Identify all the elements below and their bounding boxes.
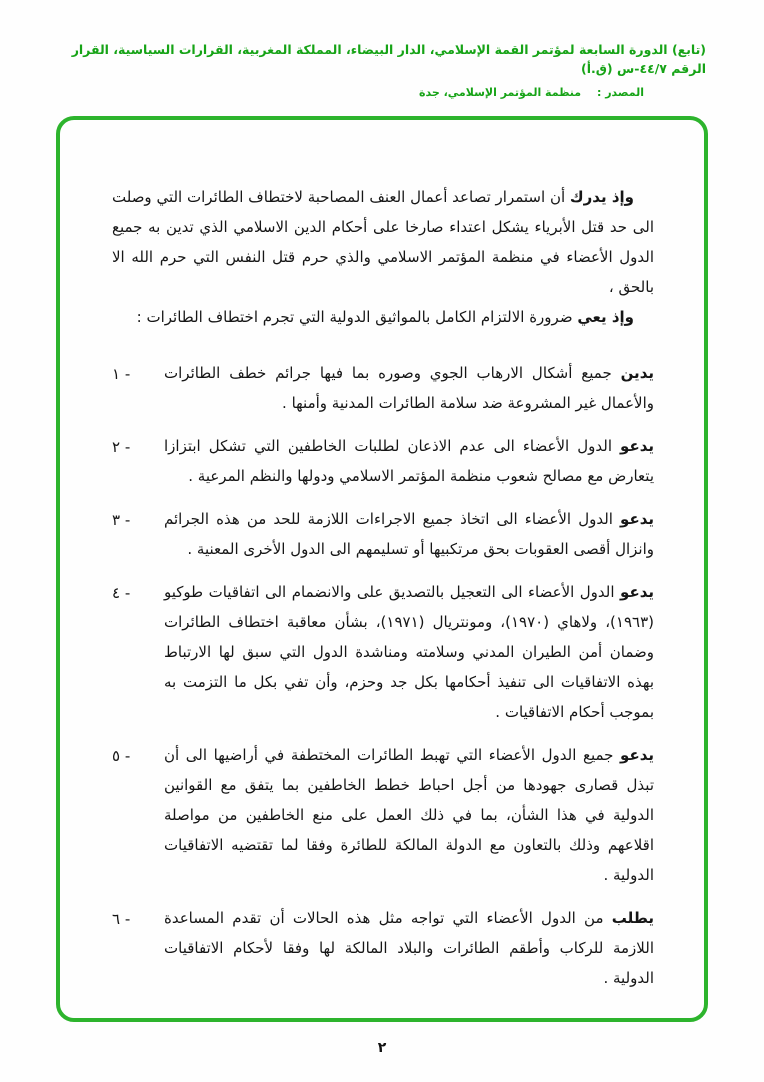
paragraph-text <box>164 903 654 993</box>
paragraph-body: من الدول الأعضاء التي تواجه مثل هذه الحالات أن تقدم المساعدة اللازمة للركاب وأطقم الطائرات والبلاد المالكة لها وفقا لأحكام الاتفاقيات الدولية . <box>164 909 654 987</box>
operative-verb: يطلب <box>611 909 654 927</box>
operative-paragraph <box>112 903 654 993</box>
paragraph-text <box>164 431 654 491</box>
document-header <box>55 40 706 99</box>
source-label: المصدر : <box>596 85 644 99</box>
preamble-body-text: أن استمرار تصاعد أعمال العنف المصاحبة لاختطاف الطائرات التي وصلت الى حد قتل الأبرياء يشكل اعتداء صارخا على أحكام الدين الاسلامي الذي تدين به جميع الدول الأعضاء في منظمة المؤتمر الاسلامي والذي حرم قتل النفس التي حرم الله الا بالحق ، <box>112 188 654 296</box>
paragraph-text <box>164 740 654 890</box>
preamble-paragraph <box>112 302 654 332</box>
operative-verb: يدعو <box>620 437 654 455</box>
operative-paragraph <box>112 431 654 491</box>
paragraph-number: ٦ - <box>112 910 131 928</box>
operative-verb: يدعو <box>620 510 654 528</box>
operative-paragraph <box>112 740 654 890</box>
operative-verb: يدعو <box>620 583 654 601</box>
paragraph-body: الدول الأعضاء الى اتخاذ جميع الاجراءات اللازمة للحد من هذه الجرائم وانزال أقصى العقوبات بحق مرتكبيها أو تسليمهم الى الدول الأخرى المعنية . <box>164 510 654 558</box>
paragraph-number: ٢ - <box>112 438 131 456</box>
preamble-lead-phrase: وإذ يعي <box>577 308 634 326</box>
operative-paragraphs <box>112 358 654 993</box>
paragraph-body: الدول الأعضاء الى التعجيل بالتصديق على والانضمام الى اتفاقيات طوكيو (١٩٦٣)، ولاهاي (١٩٧٠)، ومونتريال (١٩٧١)، بشأن معاقبة اختطاف الطائرات وضمان أمن الطيران المدني وسلامته ومناشدة الدول التي سبق لها الارتباط بهذه الاتفاقيات الى تنفيذ أحكامها بكل جد وحزم، وأن تفي بكل ما التزمت به بموجب أحكام الاتفاقيات . <box>164 583 655 721</box>
paragraph-number: ٣ - <box>112 511 131 529</box>
resolution-text <box>112 182 654 1006</box>
paragraph-body: جميع أشكال الارهاب الجوي وصوره بما فيها جرائم خطف الطائرات والأعمال غير المشروعة ضد سلامة الطائرات المدنية وأمنها . <box>164 364 654 412</box>
paragraph-text <box>164 504 654 564</box>
paragraph-number: ٤ - <box>112 584 131 602</box>
operative-verb: يدعو <box>620 746 654 764</box>
paragraph-number: ١ - <box>112 365 131 383</box>
paragraph-text <box>164 577 654 727</box>
operative-paragraph <box>112 577 654 727</box>
preamble-section <box>112 182 654 332</box>
paragraph-text <box>164 358 654 418</box>
preamble-paragraph <box>112 182 654 302</box>
preamble-body-text: ضرورة الالتزام الكامل بالمواثيق الدولية التي تجرم اختطاف الطائرات : <box>136 308 578 326</box>
header-reference-line: (تابع) الدورة السابعة لمؤتمر القمة الإسلامي، الدار البيضاء، المملكة المغربية، القرارات السياسية، القرار الرقم ٤٤/٧-س (ق.أ) <box>71 42 706 77</box>
header-source-line <box>55 86 644 99</box>
paragraph-body: الدول الأعضاء الى عدم الاذعان لطلبات الخاطفين التي تشكل ابتزازا يتعارض مع مصالح شعوب منظمة المؤتمر الاسلامي ودولها والنظم المرعية . <box>164 437 654 485</box>
preamble-lead-phrase: وإذ يدرك <box>569 188 634 206</box>
paragraph-body: جميع الدول الأعضاء التي تهبط الطائرات المختطفة في أراضيها الى أن تبذل قصارى جهودها من أجل احباط خطط الخاطفين بما يتفق مع القوانين الدولية في هذا الشأن، بما في ذلك العمل على منع الخاطفين من مواصلة اقلاعهم وذلك بالتعاون مع الدولة المالكة للطائرة وفقا لما تقتضيه الاتفاقيات الدولية . <box>164 746 654 884</box>
source-value: منظمة المؤتمر الإسلامي، جدة <box>419 85 582 99</box>
operative-paragraph <box>112 504 654 564</box>
content-border-box <box>56 116 708 1022</box>
operative-verb: يدين <box>620 364 654 382</box>
paragraph-number: ٥ - <box>112 747 131 765</box>
operative-paragraph <box>112 358 654 418</box>
page-number: ٢ <box>377 1040 387 1056</box>
